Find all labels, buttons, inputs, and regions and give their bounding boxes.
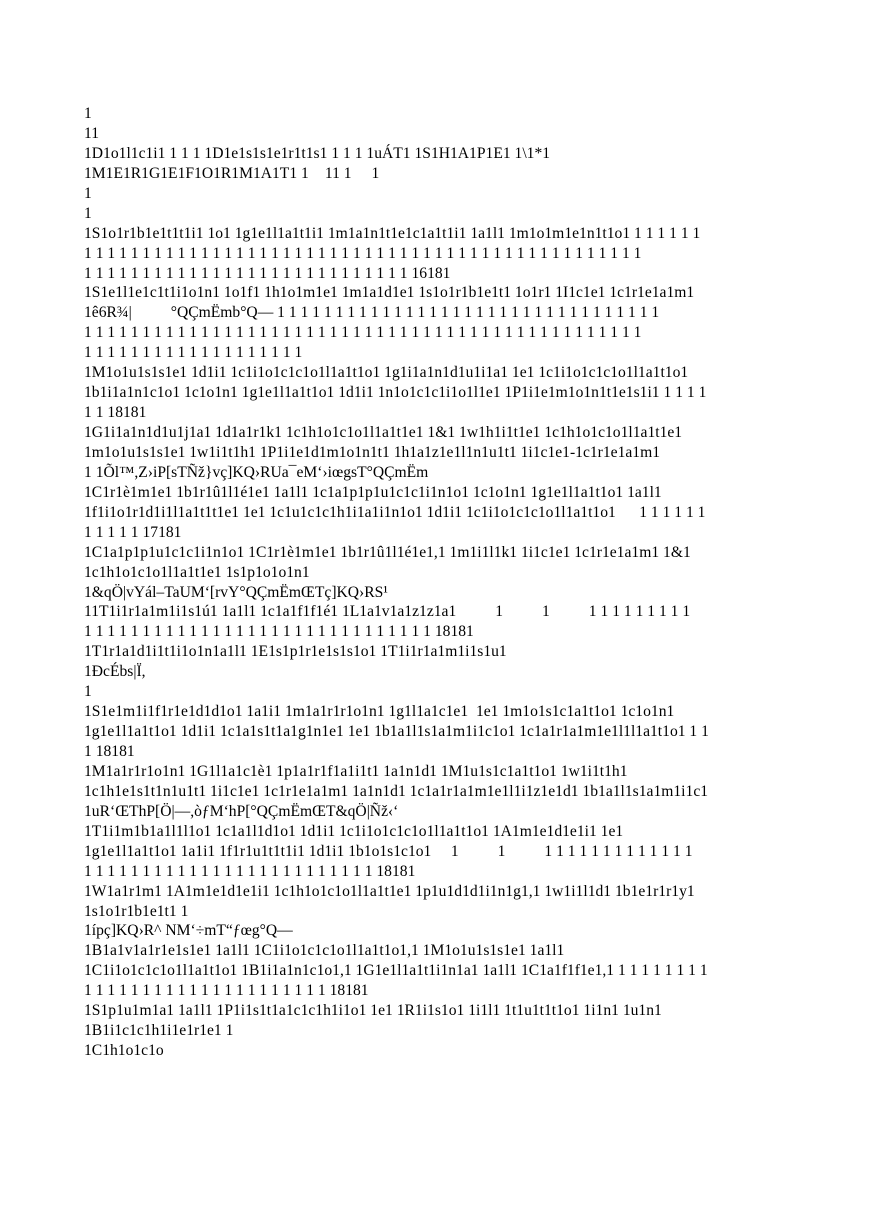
text-line: 1ípç]KQ›R^ NM‘÷mT“ƒœg°Q— — [84, 922, 293, 940]
text-line: 1c1h1o1c1o1l1a1t1e1 1s1p1o1o1n1 — [84, 563, 310, 581]
text-line: 1&qÖ|vYál–TaUM‘[rvY°QÇmËmŒTç]KQ›RS¹ — [84, 583, 388, 601]
text-line: 1 — [84, 105, 92, 122]
text-line: 1M1E1R1G1E1F1O1R1M1A1T1 1 11 1 1 — [84, 164, 363, 182]
text-line: 1S1e1m1i1f1r1e1d1d1o1 1a1i1 1m1a1r1r1o1n1 1g1l1a1c1e1 1e1 1m1o1s1c1a1t1o1 1c1o1n1 — [84, 703, 675, 721]
text-line: 1B1i1c1c1h1i1e1r1e1 1 — [84, 1022, 234, 1040]
document-body-text — [84, 104, 796, 1061]
text-line: 1f1i1o1r1d1i1l1a1t1t1e1 1e1 1c1u1c1c1h1i1a1i1n1o1 1d1i1 1c1i1o1c1c1o1l1a1t1o1 1 1 1 1 1 1 — [84, 503, 706, 521]
text-line: 1B1a1v1a1r1e1s1e1 1a1l1 1C1i1o1c1c1o1l1a1t1o1,1 1M1o1u1s1s1e1 1a1l1 — [84, 942, 565, 960]
text-line: 1D1o1l1c1i1 1 1 1 1D1e1s1s1e1r1t1s1 1 1 1 1uÁT1 1S1H1A1P1E1 1\1*1 — [84, 144, 551, 162]
text-line: 1b1i1a1n1c1o1 1c1o1n1 1g1e1l1a1t1o1 1d1i1 1n1o1c1c1i1o1l1e1 1P1i1e1m1o1n1t1e1s1i1 1 1 1 1 — [84, 384, 707, 402]
text-line: 1uR‘ŒThP[Ö|—,òƒM‘hP[°QÇmËmŒT&qÖ|Ñž‹‘ — [84, 802, 399, 820]
text-line: 1 1 1 1 1 1 1 1 1 1 1 1 1 1 1 1 1 1 1 1 1 1 1 1 1 1 1 1 1 1 1 1 1 1 1 1 1 1 1 1 1 1 1 1 1 1 1 1 — [84, 244, 642, 262]
text-line: 1 — [84, 683, 92, 701]
text-line: 1 — [84, 204, 92, 222]
text-line: 1S1p1u1m1a1 1a1l1 1P1i1s1t1a1c1c1h1i1o1 1e1 1R1i1s1o1 1i1l1 1t1u1t1t1o1 1i1n1 1u1n1 — [84, 1002, 662, 1020]
text-line: 1 1 1 1 1 1 1 1 1 1 1 1 1 1 1 1 1 1 1 1 1 18181 — [84, 982, 369, 1000]
text-line: 11 — [84, 124, 100, 142]
text-line: 1s1o1r1b1e1t1 1 — [84, 902, 189, 920]
text-line: 1M1a1r1r1o1n1 1G1l1a1c1è1 1p1a1r1f1a1i1t1 1a1n1d1 1M1u1s1c1a1t1o1 1w1i1t1h1 — [84, 762, 628, 780]
text-line: 1 1 1 1 1 1 1 1 1 1 1 1 1 1 1 1 1 1 1 1 1 1 1 1 1 1 1 1 1 1 18181 — [84, 623, 474, 641]
text-line: 1S1o1r1b1e1t1t1i1 1o1 1g1e1l1a1t1i1 1m1a1n1t1e1c1a1t1i1 1a1l1 1m1o1m1e1n1t1o1 1 1 1 1 1 1 — [84, 224, 701, 242]
text-line: 1 1 1 1 1 17181 — [84, 523, 182, 541]
text-line: 1S1e1l1e1c1t1i1o1n1 1o1f1 1h1o1m1e1 1m1a1d1e1 1s1o1r1b1e1t1 1o1r1 1I1c1e1 1c1r1e1a1m1 — [84, 284, 695, 302]
text-line: 1g1e1l1a1t1o1 1a1i1 1f1r1u1t1t1i1 1d1i1 1b1o1s1c1o1 1 1 1 1 1 1 1 1 1 1 1 1 1 1 1 — [84, 842, 693, 860]
text-line: 1T1r1a1d1i1t1i1o1n1a1l1 1E1s1p1r1e1s1s1o1 1T1i1r1a1m1i1s1u1 — [84, 643, 507, 661]
text-line: 1ÐcÉbs|Ï, — [84, 663, 146, 681]
text-line: 1T1i1m1b1a1l1l1o1 1c1a1l1d1o1 1d1i1 1c1i1o1c1c1o1l1a1t1o1 1A1m1e1d1e1i1 1e1 — [84, 822, 624, 840]
text-line: 1 1 1 1 1 1 1 1 1 1 1 1 1 1 1 1 1 1 1 1 1 1 1 1 1 1 1 1 16181 — [84, 264, 451, 282]
text-line: 1g1e1l1a1t1o1 1d1i1 1c1a1s1t1a1g1n1e1 1e1 1b1a1l1s1a1m1i1c1o1 1c1a1r1a1m1e1l1l1a1t1o1 1 1 — [84, 723, 709, 741]
text-line: 1C1a1p1p1u1c1c1i1n1o1 1C1r1è1m1e1 1b1r1û1l1é1e1,1 1m1i1l1k1 1i1c1e1 1c1r1e1a1m1 1&1 — [84, 543, 691, 561]
text-line: 1ê6R¾| °QÇmËmb°Q— 1 1 1 1 1 1 1 1 1 1 1 1 1 1 1 1 1 1 1 1 1 1 1 1 1 1 1 1 1 1 1 1 1 — [84, 304, 660, 322]
text-line: 1M1o1u1s1s1e1 1d1i1 1c1i1o1c1c1o1l1a1t1o1 1g1i1a1n1d1u1i1a1 1e1 1c1i1o1c1c1o1l1a1t1o1 — [84, 364, 689, 382]
text-line: 1m1o1u1s1s1e1 1w1i1t1h1 1P1i1e1d1m1o1n1t1 1h1a1z1e1l1n1u1t1 1i1c1e1-1c1r1e1a1m1 — [84, 443, 661, 461]
text-line: 1G1i1a1n1d1u1j1a1 1d1a1r1k1 1c1h1o1c1o1l1a1t1e1 1&1 1w1h1i1t1e1 1c1h1o1c1o1l1a1t1e1 — [84, 424, 683, 441]
text-line: 1 18181 — [84, 743, 135, 760]
text-line: 1 1Õl™,Z›iP[sTÑž}vç]KQ›RUa¯eM‘›iœgsT°QÇmËm — [84, 463, 429, 481]
text-line: 1 1 1 1 1 1 1 1 1 1 1 1 1 1 1 1 1 1 1 1 1 1 1 1 1 18181 — [84, 862, 416, 880]
text-line: 1 1 18181 — [84, 404, 147, 422]
text-line: 11T1i1r1a1m1i1s1ú1 1a1l1 1c1a1f1f1é1 1L1a1v1a1z1z1a1 1 1 1 1 1 1 1 1 1 1 1 — [84, 603, 691, 621]
text-line: 1C1r1è1m1e1 1b1r1û1l1é1e1 1a1l1 1c1a1p1p1u1c1c1i1n1o1 1c1o1n1 1g1e1l1a1t1o1 1a1l1 — [84, 483, 662, 501]
text-line: 1c1h1e1s1t1n1u1t1 1i1c1e1 1c1r1e1a1m1 1a1n1d1 1c1a1r1a1m1e1l1i1z1e1d1 1b1a1l1s1a1m1i1c1 — [84, 782, 709, 800]
text-line: 1 1 1 1 1 1 1 1 1 1 1 1 1 1 1 1 1 1 1 — [84, 344, 303, 362]
text-line: 1 1 1 1 1 1 1 1 1 1 1 1 1 1 1 1 1 1 1 1 1 1 1 1 1 1 1 1 1 1 1 1 1 1 1 1 1 1 1 1 1 1 1 1 1 1 1 1 — [84, 324, 642, 342]
text-line: 1W1a1r1m1 1A1m1e1d1e1i1 1c1h1o1c1o1l1a1t1e1 1p1u1d1d1i1n1g1,1 1w1i1l1d1 1b1e1r1r1y1 — [84, 882, 695, 900]
text-line: 1C1h1o1c1o — [84, 1042, 164, 1060]
text-line: 1 — [84, 184, 92, 202]
text-line: 1C1i1o1c1c1o1l1a1t1o1 1B1i1a1n1c1o1,1 1G1e1l1a1t1i1n1a1 1a1l1 1C1a1f1f1e1,1 1 1 1 1 1 1 1 1 — [84, 962, 708, 980]
